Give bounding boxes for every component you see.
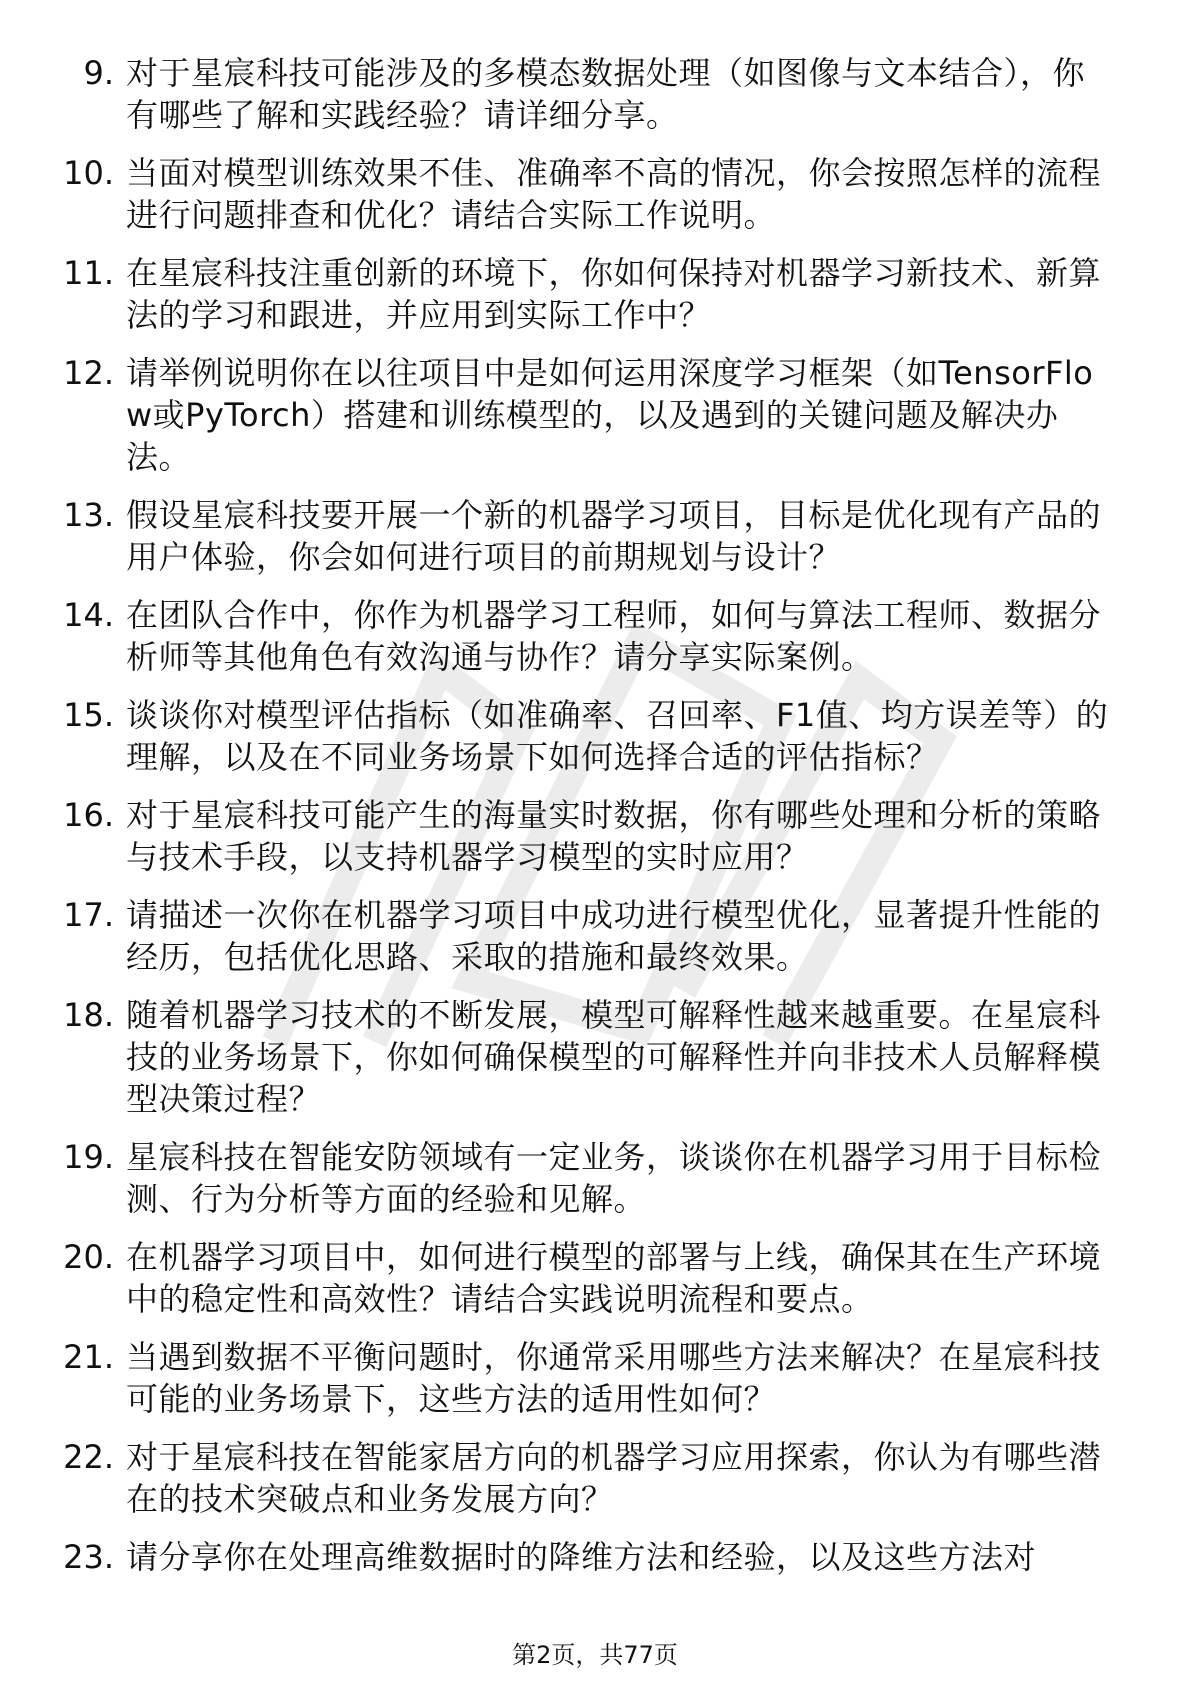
question-text: 请描述一次你在机器学习项目中成功进行模型优化，显著提升性能的经历，包括优化思路、采取的措施和最终效果。 (126, 896, 1102, 976)
question-item (60, 1136, 1110, 1220)
question-text: 对于星宸科技可能涉及的多模态数据处理（如图像与文本结合），你有哪些了解和实践经验？请详细分享。 (126, 54, 1086, 134)
question-number: 16. (63, 796, 114, 834)
question-text: 对于星宸科技在智能家居方向的机器学习应用探索，你认为有哪些潜在的技术突破点和业务发展方向？ (126, 1438, 1102, 1518)
question-number: 22. (63, 1438, 114, 1476)
question-number: 9. (83, 54, 114, 92)
question-number: 18. (63, 996, 114, 1034)
question-number: 21. (63, 1338, 114, 1376)
question-number: 17. (63, 896, 114, 934)
question-item (60, 594, 1110, 678)
question-item (60, 52, 1110, 136)
question-item (60, 894, 1110, 978)
question-number: 11. (63, 254, 114, 292)
question-item (60, 994, 1110, 1120)
question-list (60, 52, 1110, 1594)
question-item (60, 1536, 1110, 1578)
page-number: 第2页，共77页 (512, 1641, 678, 1669)
question-text: 假设星宸科技要开展一个新的机器学习项目，目标是优化现有产品的用户体验，你会如何进行项目的前期规划与设计？ (126, 496, 1102, 576)
question-number: 15. (63, 696, 114, 734)
question-text: 对于星宸科技可能产生的海量实时数据，你有哪些处理和分析的策略与技术手段，以支持机器学习模型的实时应用？ (126, 796, 1102, 876)
question-text: 随着机器学习技术的不断发展，模型可解释性越来越重要。在星宸科技的业务场景下，你如何确保模型的可解释性并向非技术人员解释模型决策过程？ (126, 996, 1102, 1118)
question-item (60, 694, 1110, 778)
question-number: 23. (63, 1538, 114, 1576)
question-number: 10. (63, 154, 114, 192)
question-text: 星宸科技在智能安防领域有一定业务，谈谈你在机器学习用于目标检测、行为分析等方面的经验和见解。 (126, 1138, 1102, 1218)
question-number: 13. (63, 496, 114, 534)
question-text: 请分享你在处理高维数据时的降维方法和经验，以及这些方法对 (126, 1538, 1037, 1576)
question-text: 在团队合作中，你作为机器学习工程师，如何与算法工程师、数据分析师等其他角色有效沟通与协作？请分享实际案例。 (126, 596, 1102, 676)
question-number: 19. (63, 1138, 114, 1176)
question-text: 当遇到数据不平衡问题时，你通常采用哪些方法来解决？在星宸科技可能的业务场景下，这些方法的适用性如何？ (126, 1338, 1102, 1418)
question-text: 请举例说明你在以往项目中是如何运用深度学习框架（如TensorFlow或PyTorch）搭建和训练模型的，以及遇到的关键问题及解决办法。 (126, 354, 1094, 476)
question-text: 当面对模型训练效果不佳、准确率不高的情况，你会按照怎样的流程进行问题排查和优化？请结合实际工作说明。 (126, 154, 1102, 234)
question-item (60, 1336, 1110, 1420)
question-text: 谈谈你对模型评估指标（如准确率、召回率、F1值、均方误差等）的理解，以及在不同业务场景下如何选择合适的评估指标？ (126, 696, 1109, 776)
question-item (60, 152, 1110, 236)
question-text: 在机器学习项目中，如何进行模型的部署与上线，确保其在生产环境中的稳定性和高效性？请结合实践说明流程和要点。 (126, 1238, 1102, 1318)
question-item (60, 1436, 1110, 1520)
question-item (60, 252, 1110, 336)
question-number: 20. (63, 1238, 114, 1276)
question-item (60, 794, 1110, 878)
question-item (60, 352, 1110, 478)
question-item (60, 494, 1110, 578)
question-number: 12. (63, 354, 114, 392)
question-text: 在星宸科技注重创新的环境下，你如何保持对机器学习新技术、新算法的学习和跟进，并应用到实际工作中？ (126, 254, 1102, 334)
question-item (60, 1236, 1110, 1320)
question-number: 14. (63, 596, 114, 634)
